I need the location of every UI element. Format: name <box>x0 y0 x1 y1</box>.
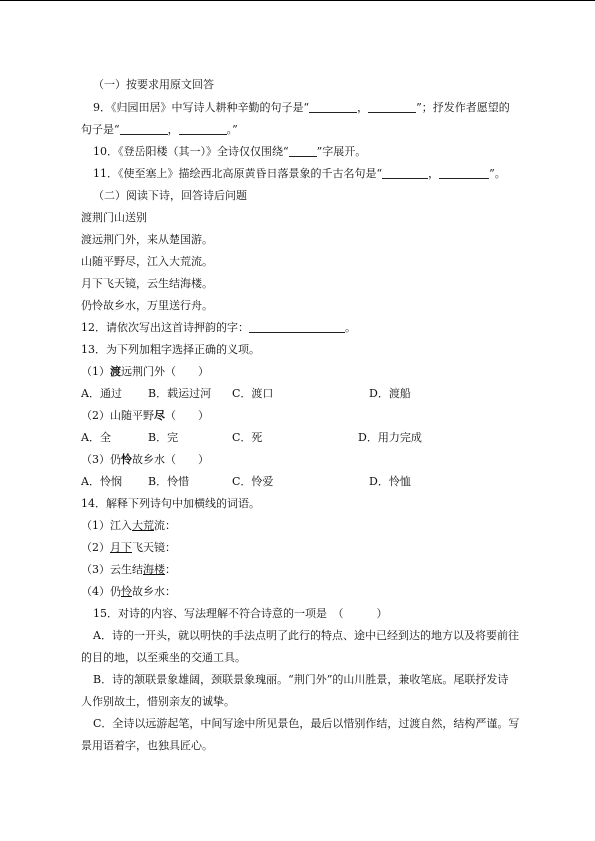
section2-title: （二）阅读下诗，回答诗后问题 <box>93 189 247 202</box>
q13-opt2-a[interactable]: A．全 <box>81 431 111 444</box>
q13-options-2 <box>81 431 551 445</box>
q9-blank-1[interactable] <box>309 101 357 113</box>
q11-sep: ， <box>428 167 440 180</box>
q13-opt1-b[interactable]: B．载运过河 <box>148 387 212 400</box>
q14-item4-pre: （4）仍 <box>81 585 121 598</box>
q13-opt3-a[interactable]: A．怜悯 <box>81 475 122 488</box>
q9-line2-prefix: 句子是“ <box>81 123 120 136</box>
section1-title: （一）按要求用原文回答 <box>93 78 214 91</box>
poem-line-4: 仍怜故乡水，万里送行舟。 <box>81 299 213 312</box>
q13-sub1-post: 远荆门外（ ） <box>121 365 209 378</box>
question-12 <box>81 321 551 335</box>
poem-line-3: 月下飞天镜，云生结海楼。 <box>81 277 213 290</box>
q14-item2-pre: （2） <box>81 541 110 554</box>
q15-option-b-line2: 人作别故土，惜别亲友的诚挚。 <box>81 695 235 708</box>
q15-option-a-line2: 的目的地，以至乘坐的交通工具。 <box>81 651 246 664</box>
q14-item-4 <box>81 585 551 599</box>
q13-options-3 <box>81 475 551 489</box>
question-14-stem: 14．解释下列诗句中加横线的词语。 <box>81 497 260 510</box>
q14-item1-pre: （1）江入 <box>81 519 132 532</box>
q14-item2-underlined: 月下 <box>110 541 132 554</box>
q13-sub3 <box>81 453 551 467</box>
q14-item4-underlined: 怜 <box>121 585 132 598</box>
q13-sub2-bold: 尽 <box>154 409 165 422</box>
q14-item-1 <box>81 519 551 533</box>
q13-sub3-post: 故乡水（ ） <box>132 453 209 466</box>
question-11 <box>93 167 563 181</box>
question-10 <box>93 145 563 159</box>
poem-line-1: 渡远荆门外，来从楚国游。 <box>81 233 213 246</box>
q9-blank-3[interactable] <box>120 123 168 135</box>
q10-blank[interactable] <box>289 145 317 157</box>
q11-blank-2[interactable] <box>439 167 489 179</box>
q14-item-2 <box>81 541 551 555</box>
q12-prefix: 12．请依次写出这首诗押韵的字： <box>81 321 249 334</box>
q13-sub1 <box>81 365 551 379</box>
q10-prefix: 10．《登岳阳楼（其一）》全诗仅仅围绕“ <box>93 145 289 158</box>
q14-item3-underlined: 海楼 <box>143 563 165 576</box>
q10-suffix: ”字展开。 <box>316 145 367 158</box>
q15-option-c-line1[interactable]: C．全诗以远游起笔，中间写途中所见景色，最后以惜别作结，过渡自然，结构严谨。写 <box>93 717 520 730</box>
q14-item-3 <box>81 563 551 577</box>
q11-prefix: 11．《使至塞上》描绘西北高原黄昏日落景象的千古名句是“ <box>93 167 383 180</box>
q12-blank[interactable] <box>249 321 345 333</box>
q9-blank-4[interactable] <box>179 123 227 135</box>
q9-suffix: ”；抒发作者愿望的 <box>416 101 510 114</box>
q13-sub1-pre: （1） <box>81 365 110 378</box>
q9-prefix: 9．《归园田居》中写诗人耕种辛勤的句子是“ <box>93 101 310 114</box>
q13-opt2-d[interactable]: D．用力完成 <box>358 431 422 444</box>
question-13-stem: 13．为下列加粗字选择正确的义项。 <box>81 343 260 356</box>
q12-suffix: 。 <box>345 321 356 334</box>
q13-sub2-pre: （2）山随平野 <box>81 409 154 422</box>
q14-item1-underlined: 大荒 <box>132 519 154 532</box>
question-9-line2 <box>81 123 551 137</box>
q13-sub2 <box>81 409 551 423</box>
q14-item3-pre: （3）云生结 <box>81 563 143 576</box>
q9-line2-suffix: 。” <box>226 123 238 136</box>
q13-opt3-c[interactable]: C．怜爱 <box>232 475 274 488</box>
q9-sep: ， <box>357 101 369 114</box>
q11-blank-1[interactable] <box>382 167 428 179</box>
q13-opt1-d[interactable]: D．渡船 <box>369 387 411 400</box>
q14-item2-post: 飞天镜： <box>132 541 176 554</box>
poem-line-2: 山随平野尽，江入大荒流。 <box>81 255 213 268</box>
question-9-line1 <box>93 101 563 115</box>
q13-opt2-b[interactable]: B．完 <box>148 431 179 444</box>
q14-item1-post: 流： <box>154 519 176 532</box>
q13-sub3-bold: 怜 <box>121 453 132 466</box>
q15-option-c-line2: 景用语着字，也独具匠心。 <box>81 739 213 752</box>
q9-blank-2[interactable] <box>368 101 416 113</box>
q13-opt3-b[interactable]: B．怜惜 <box>148 475 190 488</box>
question-15-stem: 15．对诗的内容、写法理解不符合诗意的一项是 （ ） <box>93 607 388 620</box>
q11-suffix: ”。 <box>489 167 506 180</box>
q9-line2-sep: ， <box>167 123 179 136</box>
q15-option-a-line1[interactable]: A．诗的一开头，就以明快的手法点明了此行的特点、途中已经到达的地方以及将要前往 <box>93 629 519 642</box>
q13-opt1-c[interactable]: C．渡口 <box>232 387 274 400</box>
q13-sub2-post: （ ） <box>165 409 209 422</box>
q14-item4-post: 故乡水： <box>132 585 176 598</box>
q13-options-1 <box>81 387 551 401</box>
q13-sub1-bold: 渡 <box>110 365 121 378</box>
q14-item3-post: ： <box>165 563 176 576</box>
q15-option-b-line1[interactable]: B．诗的颔联景象雄阔，颈联景象瑰丽。“荆门外”的山川胜景，兼收笔底。尾联抒发诗 <box>93 673 509 686</box>
poem-title: 渡荆门山送别 <box>81 211 147 224</box>
q13-opt2-c[interactable]: C．死 <box>232 431 263 444</box>
q13-opt1-a[interactable]: A．通过 <box>81 387 122 400</box>
q13-opt3-d[interactable]: D．怜恤 <box>369 475 411 488</box>
q13-sub3-pre: （3）仍 <box>81 453 121 466</box>
